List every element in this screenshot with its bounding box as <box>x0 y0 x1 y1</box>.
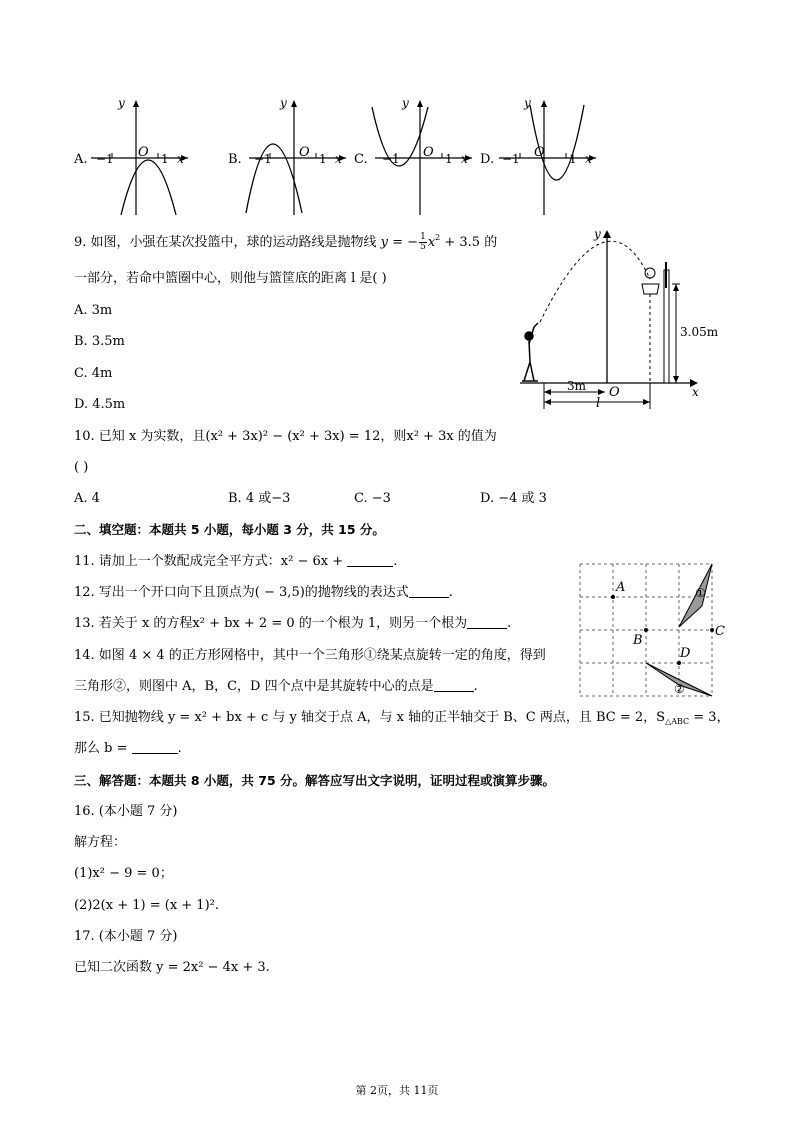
q10-option-b: B. 4 或−3 <box>228 491 291 506</box>
q16-part1: (1)x² − 9 = 0； <box>74 866 173 881</box>
dist-label: 3m <box>567 379 587 393</box>
graph-option-b <box>244 95 354 220</box>
q9-option-b: B. 3.5m <box>74 334 125 349</box>
graph-option-d <box>494 95 604 220</box>
graph-c-y: y <box>402 96 409 110</box>
point-a: A <box>616 580 626 595</box>
fig-y-label: y <box>594 227 601 241</box>
graph-b-y: y <box>280 96 287 110</box>
graph-d-x: x <box>585 152 592 166</box>
graph-a-y: y <box>118 96 125 110</box>
graph-c-x: x <box>461 152 468 166</box>
q12: 12. 写出一个开口向下且顶点为( − 3,5)的抛物线的表达式 . <box>74 585 453 600</box>
q17-heading: 17. (本小题 7 分) <box>74 929 178 944</box>
graph-a-x: x <box>177 152 184 166</box>
section3-heading: 三、解答题：本题共 8 小题，共 75 分。解答应写出文字说明，证明过程或演算步骤。 <box>74 773 556 788</box>
q9-fraction: $\frac{1}{5}$ <box>420 232 426 252</box>
option-c-label: C. <box>354 152 368 167</box>
q10-option-c: C. −3 <box>354 491 391 506</box>
fig-x-label: x <box>692 385 699 399</box>
point-b: B <box>633 633 643 648</box>
q15-line2: 那么 b = . <box>74 741 182 756</box>
graph-c-neg1: −1 <box>382 152 400 166</box>
q14-line1: 14. 如图 4 × 4 的正方形网格中，其中一个三角形①绕某点旋转一定的角度，得到 <box>74 648 546 663</box>
q11: 11. 请加上一个数配成完全平方式：x² − 6x + . <box>74 554 398 569</box>
graph-a-neg1: −1 <box>96 152 114 166</box>
point-c: C <box>715 624 725 639</box>
q16-intro: 解方程： <box>74 835 127 850</box>
q16-heading: 16. (本小题 7 分) <box>74 804 178 819</box>
q14-line2: 三角形②，则图中 A，B，C，D 四个点中是其旋转中心的点是 . <box>74 679 478 694</box>
origin-label: O <box>609 385 620 400</box>
player-icon <box>522 323 538 381</box>
graph-c-one: 1 <box>445 152 453 166</box>
q16-part2: (2)2(x + 1) = (x + 1)². <box>74 898 219 913</box>
q13: 13. 若关于 x 的方程x² + bx + 2 = 0 的一个根为 1，则另一个根为 . <box>74 616 512 631</box>
triangle-2-label: ② <box>674 682 685 696</box>
graph-b-neg1: −1 <box>254 152 272 166</box>
l-label: l <box>596 396 601 411</box>
q10-line2: ( ) <box>74 460 89 475</box>
graph-a-origin: O <box>138 145 149 160</box>
q9-option-a: A. 3m <box>74 303 113 318</box>
graph-option-a <box>86 95 196 220</box>
height-label: 3.05m <box>680 325 719 339</box>
point-d: D <box>680 646 691 661</box>
q9-line1: 9. 如图，小强在某次投篮中，球的运动路线是抛物线 y = − $\frac{1}{5}$ $x^2 + 3.5$ 的 <box>74 232 498 252</box>
graph-d-neg1: −1 <box>502 152 520 166</box>
section2-heading: 二、填空题：本题共 5 小题，每小题 3 分，共 15 分。 <box>74 522 385 537</box>
option-b-label: B. <box>228 152 242 167</box>
q10-option-d: D. −4 或 3 <box>480 491 547 506</box>
basketball-figure <box>512 224 719 414</box>
grid-figure <box>576 560 725 700</box>
q10-line1: 10. 已知 x 为实数，且(x² + 3x)² − (x² + 3x) = 12，则x² + 3x 的值为 <box>74 429 497 444</box>
option-d-label: D. <box>480 152 495 167</box>
triangle-1-label: ① <box>695 586 706 600</box>
graph-option-c <box>370 95 480 220</box>
graph-d-y: y <box>524 96 531 110</box>
graph-b-x: x <box>335 152 342 166</box>
q17-text: 已知二次函数 y = 2x² − 4x + 3. <box>74 960 270 975</box>
graph-b-origin: O <box>299 145 310 160</box>
q9-option-d: D. 4.5m <box>74 397 126 412</box>
graph-a-one: 1 <box>161 152 169 166</box>
q15-line1: 15. 已知抛物线 y = x² + bx + c 与 y 轴交于点 A，与 x 轴的正半轴交于 B、C 两点，且 BC = 2，$S_{\triangle ABC} = 3$， <box>74 710 730 726</box>
graph-b-one: 1 <box>319 152 327 166</box>
graph-c-origin: O <box>423 145 434 160</box>
q9-line2: 一部分，若命中篮圈中心，则他与篮筐底的距离 l 是( ) <box>74 271 387 286</box>
graph-d-origin: O <box>534 145 545 160</box>
page-footer: 第 2页，共 11页 <box>355 1084 439 1097</box>
q9-option-c: C. 4m <box>74 366 113 381</box>
graph-d-one: 1 <box>569 152 577 166</box>
q10-option-a: A. 4 <box>74 491 100 506</box>
option-a-label: A. <box>74 152 88 167</box>
